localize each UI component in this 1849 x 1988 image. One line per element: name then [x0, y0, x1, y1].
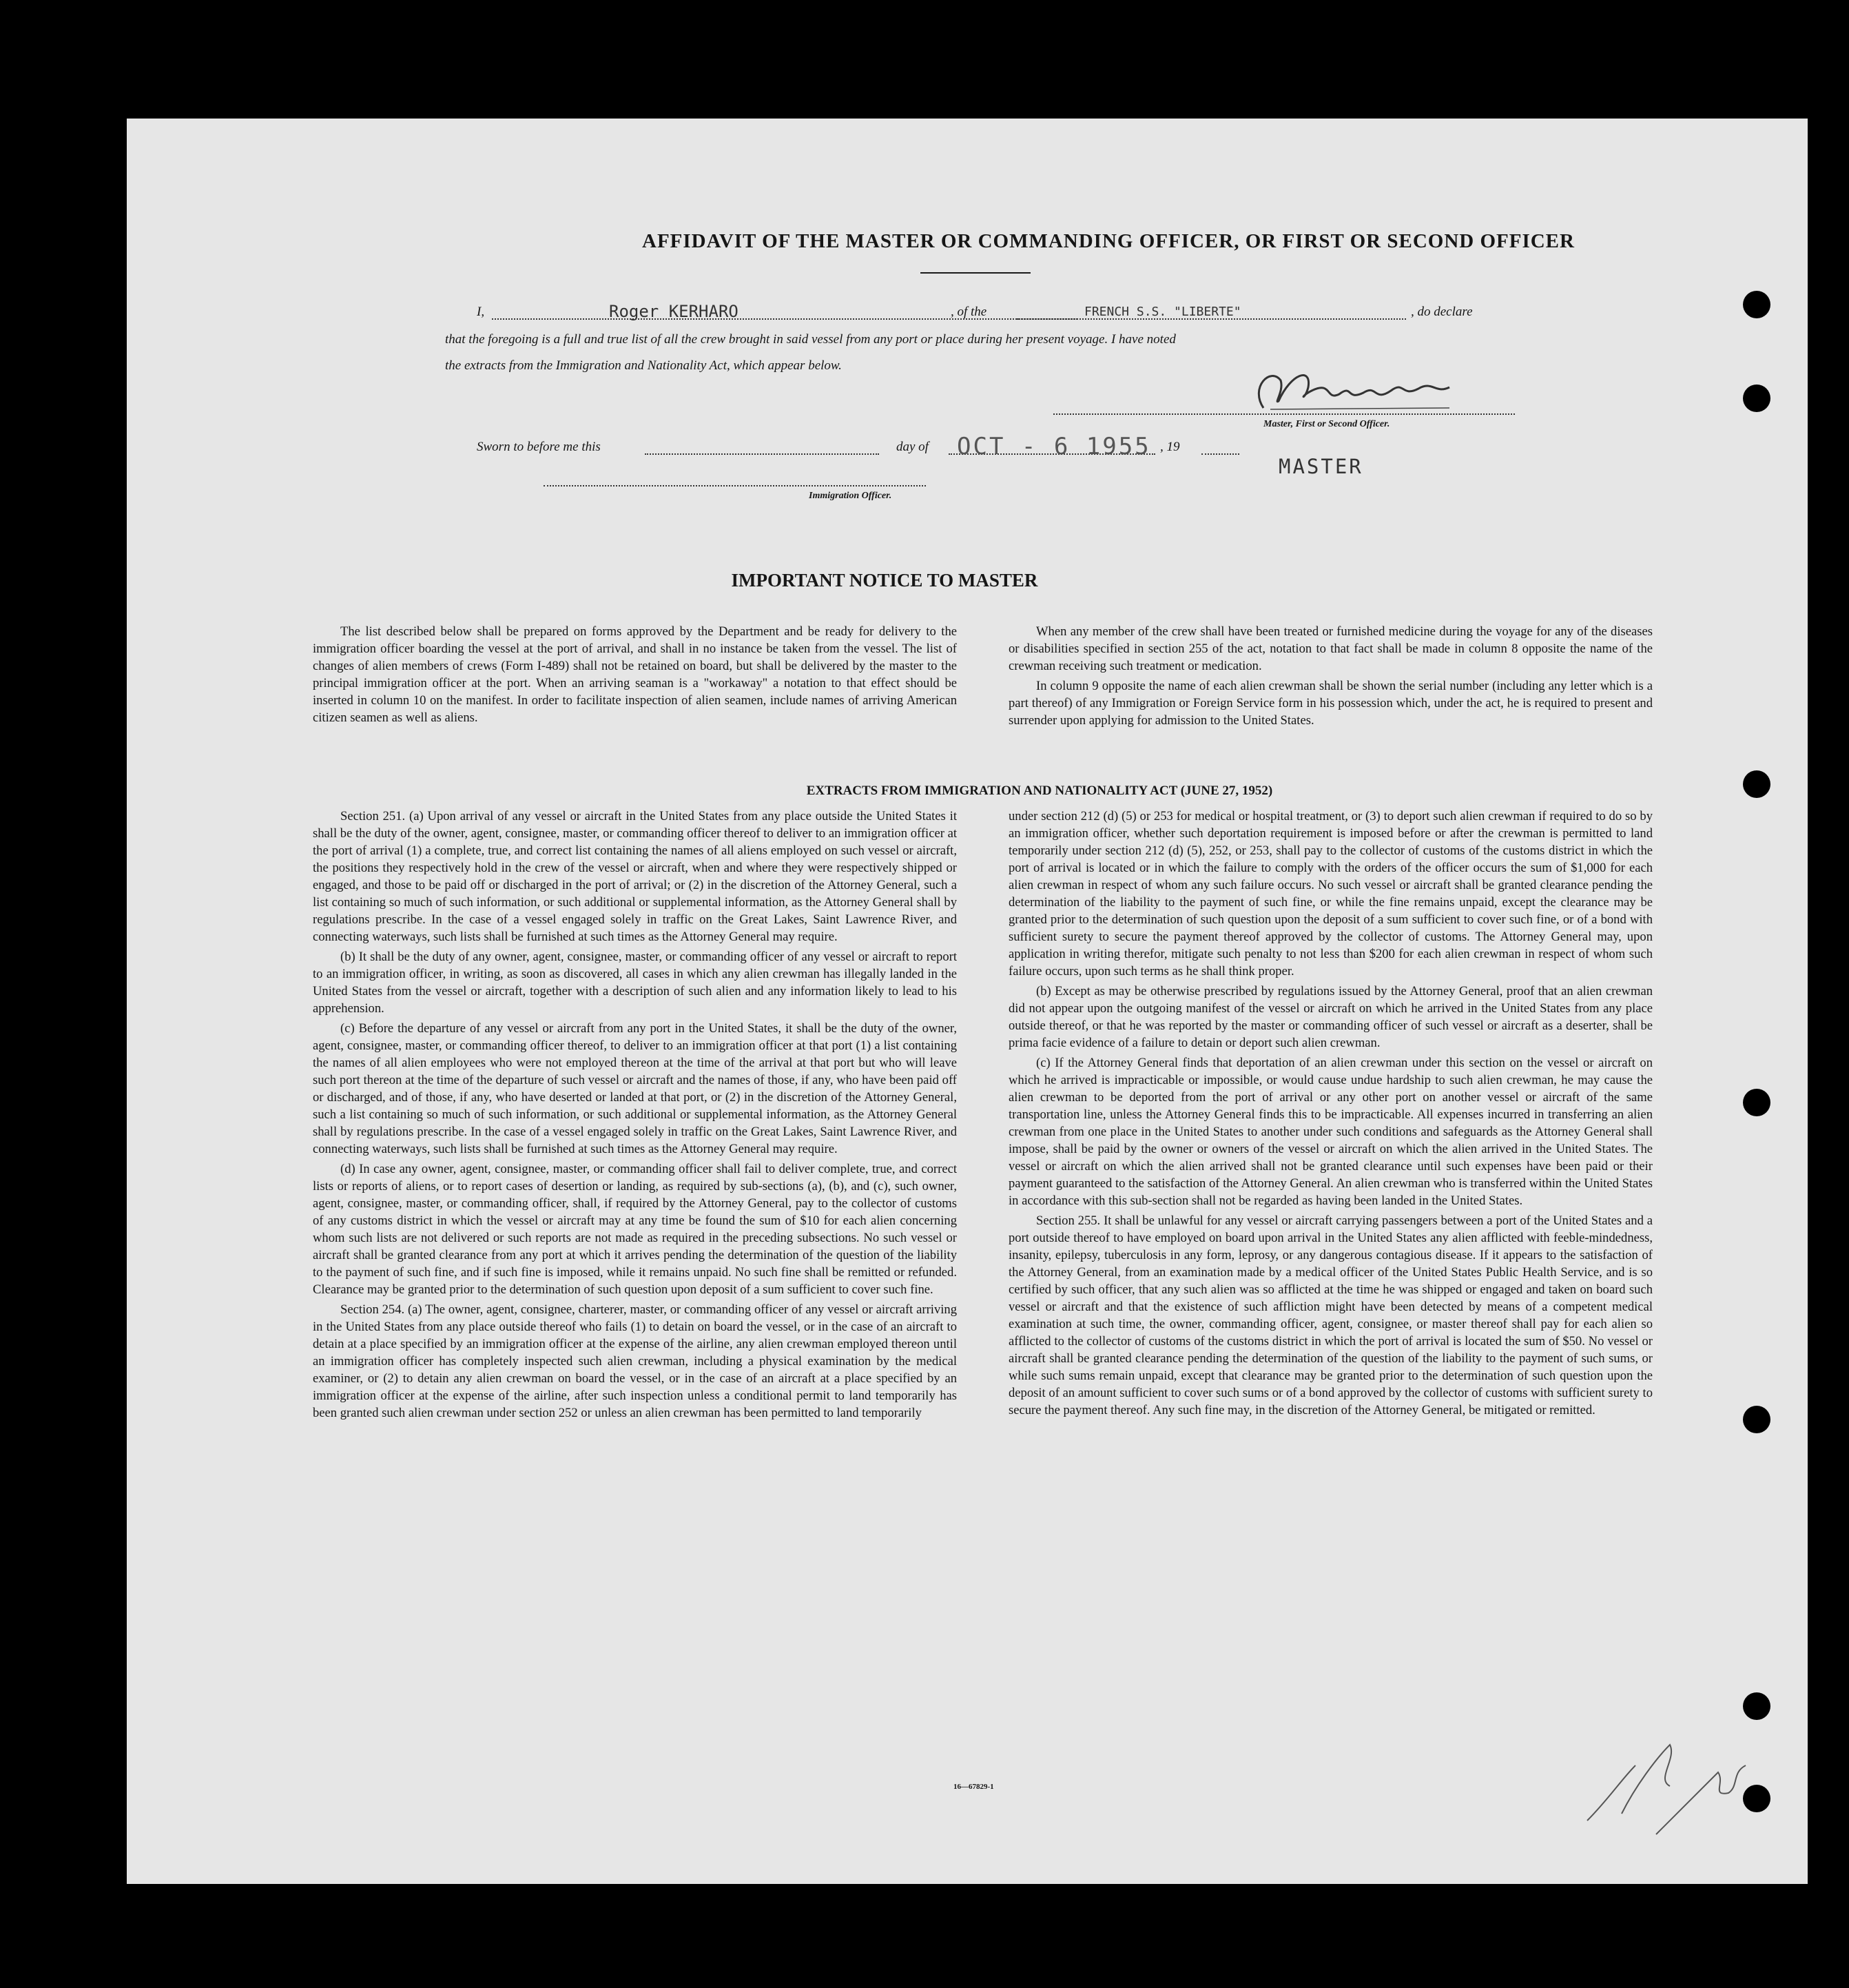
punch-hole: [1743, 1785, 1770, 1812]
punch-hole: [1743, 1692, 1770, 1720]
section-254-a-continued: under section 212 (d) (5) or 253 for medical or hospital treatment, or (3) to deport such alien crewman if required to do so by an immigration officer, whether such deportation requirement is imposed before or after the crewman is permitted to land temporarily under section 212 (d) (5), 252, or 253, shall pay to the collector of customs of the customs district in which the port of arrival is located or in which the failure to comply with the orders of the officer occurs the sum of $1,000 for each alien crewman in respect of whom any such failure occurs. No such vessel or aircraft shall be granted clearance pending the determination of the liability to the payment of such fine, or while the fine remains unpaid, except the clearance may be granted prior to the determination of such question upon the deposit of a sum sufficient to cover such fine, or of a bond with sufficient surety to secure the payment thereof approved by the collector of customs. The Attorney General may, upon application in writing therefor, mitigate such penalty to not less than $200 for each alien crewman in respect of whom such failure occurs, upon such terms as he shall think proper.: [1009, 809, 1653, 978]
i-label: I,: [477, 305, 485, 319]
notice-left-paragraph: The list described below shall be prepared on forms approved by the Department and be ready for delivery to the immigration officer boarding the vessel at the port of arrival, and shall in no instance be taken from the vessel. The list of changes of alien members of crews (Form I-489) shall not be retained on board, but shall be delivered by the master to the principal immigration officer at the port. When an arriving seaman is a "workaway" a notation to that effect should be inserted in column 10 on the manifest. In order to facilitate inspection of alien seamen, include names of arriving American citizen seamen as well as aliens.: [313, 624, 957, 725]
extracts-right-column: [1009, 808, 1653, 1419]
immigration-officer-line: [544, 485, 926, 486]
notice-left-column: [313, 623, 957, 726]
affidavit-title: AFFIDAVIT OF THE MASTER OR COMMANDING OFFICER, OR FIRST OR SECOND OFFICER: [642, 230, 1575, 252]
notice-right-paragraph: In column 9 opposite the name of each alien crewman shall be shown the serial number (including any letter which is a part thereof) of any Immigration or Foreign Service form in his possession which, under the act, he is required to present and surrender upon applying for admission to the United States.: [1009, 679, 1653, 728]
day-of-label: day of: [896, 440, 929, 454]
punch-hole: [1743, 385, 1770, 412]
do-declare: , do declare: [1411, 305, 1473, 319]
section-254-c: (c) If the Attorney General finds that deportation of an alien crewman under this section on the vessel or aircraft on which he arrived is impracticable or impossible, or would cause undue hardship to such alien crewman, he may cause the alien crewman to be deported from the port of arrival or any other port on another vessel or aircraft of the same transportation line, unless the Attorney General finds this to be impracticable. All expenses incurred in transferring an alien crewman from one place in the United States to another under such conditions and safeguards as the Attorney General shall impose, shall be paid by the owner or owners of the vessel or aircraft on which the alien arrived in the United States. The vessel or aircraft on which the alien arrived shall not be granted clearance until such expenses have been paid or their payment guaranteed to the satisfaction of the Attorney General. An alien crewman who is transferred within the United States in accordance with this sub-section shall not be regarded as having been landed in the United States.: [1009, 1056, 1653, 1208]
section-251-c: (c) Before the departure of any vessel or aircraft from any port in the United States, it shall be the duty of the owner, agent, consignee, master, or commanding officer thereof, to deliver to an immigration officer at that port (1) a list containing the names of all alien employees who were not employed thereon at the time of the arrival at that port but who will leave such port thereon at the time of the departure of such vessel or aircraft and the names of those, if any, who have been paid off or discharged, and of those, if any, who have deserted or landed at that port, or (2) in the discretion of the Attorney General, such a list containing so much of such information, or such additional or supplemental information, as the Attorney General shall by regulations prescribe. In the case of a vessel engaged solely in traffic on the Great Lakes, Saint Lawrence River, and connecting waterways, such lists shall be furnished at such times as the Attorney General may require.: [313, 1021, 957, 1156]
signature-caption: Master, First or Second Officer.: [1263, 419, 1390, 429]
sworn-day-line: [645, 453, 879, 455]
extracts-left-column: [313, 808, 957, 1422]
notice-title: IMPORTANT NOTICE TO MASTER: [731, 570, 1038, 591]
section-251-d: (d) In case any owner, agent, consignee, master, or commanding officer shall fail to deliver complete, true, and correct lists or reports of aliens, or to report cases of desertion or landing, as required by sub-sections (a), (b), and (c), such owner, agent, consignee, master, or commanding officer, shall, if required by the Attorney General, pay to the collector of customs of any customs district in which the vessel or aircraft may at any time be found the sum of $10 for each alien concerning whom such lists are not delivered or such reports are not made as required in the preceding subsections. No such vessel or aircraft shall be granted clearance from any port at which it arrives pending the determination of the question of the liability to the payment of such fine, and if such fine is imposed, while it remains unpaid. No such fine shall be remitted or refunded. Clearance may be granted prior to the determination of such question upon deposit of a sum sufficient to cover such fine.: [313, 1162, 957, 1297]
section-251-a: Section 251. (a) Upon arrival of any vessel or aircraft in the United States from any place outside the United States it shall be the duty of the owner, agent, consignee, master, or commanding officer thereof to deliver to an immigration officer at the port of arrival (1) a complete, true, and correct list containing the names of all aliens employed on such vessel or aircraft, the positions they respectively hold in the crew of the vessel or aircraft, when and where they were respectively shipped or engaged, and those to be paid off or discharged in the port of arrival; or (2) in the discretion of the Attorney General, such a list containing so much of such information, or such additional or supplemental information, as the Attorney General shall by regulations prescribe. In the case of a vessel engaged solely in traffic on the Great Lakes, Saint Lawrence River, and connecting waterways, such lists shall be furnished at such times as the Attorney General may require.: [313, 809, 957, 944]
punch-hole: [1743, 1406, 1770, 1433]
sworn-date-stamp: OCT - 6 1955: [957, 433, 1151, 460]
master-signature: [1243, 360, 1463, 422]
affidavit-line-2: that the foregoing is a full and true list of all the crew brought in said vessel from any port or place during her present voyage. I have noted: [445, 332, 1176, 347]
officer-name: Roger KERHARO: [609, 302, 738, 321]
vessel-name: FRENCH S.S. "LIBERTE": [1084, 305, 1241, 319]
sworn-label: Sworn to before me this: [477, 440, 601, 454]
year-line: [1201, 453, 1239, 455]
immigration-officer-caption: Immigration Officer.: [809, 491, 892, 501]
section-251-b: (b) It shall be the duty of any owner, agent, consignee, master, or commanding officer of any vessel or aircraft to report to an immigration officer, in writing, as soon as discovered, all cases in which any alien crewman has illegally landed in the United States from the vessel or aircraft, together with a description of such alien and any information likely to lead to his apprehension.: [313, 950, 957, 1016]
notice-right-paragraph: When any member of the crew shall have been treated or furnished medicine during the voyage for any of the diseases or disabilities specified in section 255 of the act, notation to that fact shall be made in column 8 opposite the name of the crewman receiving such treatment or medication.: [1009, 624, 1653, 673]
extracts-title: EXTRACTS FROM IMMIGRATION AND NATIONALITY ACT (JUNE 27, 1952): [806, 783, 1273, 798]
punch-hole: [1743, 291, 1770, 318]
section-255: Section 255. It shall be unlawful for any vessel or aircraft carrying passengers between a port of the United States and a port outside thereof to have employed on board upon arrival in the United States any alien afflicted with feeble-mindedness, insanity, epilepsy, tuberculosis in any form, leprosy, or any dangerous contagious disease. If it appears to the satisfaction of the Attorney General, from an examination made by a medical officer of the United States Public Health Service, and is so certified by such officer, that any such alien was so afflicted at the time he was shipped or engaged and taken on board such vessel or aircraft and that the existence of such affliction might have been detected by means of a competent medical examination at such time, the owner, commanding officer, agent, consignee, or master thereof shall pay for each alien so afflicted to the collector of customs of the customs district in which the port of arrival is located the sum of $50. No vessel or aircraft shall be granted clearance pending the determination of the question of the liability to the payment of such sums, or while such sums remain unpaid, except that clearance may be granted prior to the determination of such question upon the deposit of an amount sufficient to cover such sums or of a bond approved by the collector of customs with sufficient surety to secure the payment thereof. Any such fine may, in the discretion of the Attorney General, be mitigated or remitted.: [1009, 1213, 1653, 1417]
form-number: 16—67829-1: [953, 1783, 994, 1791]
name-line: [492, 318, 1077, 320]
affidavit-line-3: the extracts from the Immigration and Nationality Act, which appear below.: [445, 358, 842, 373]
punch-hole: [1743, 1089, 1770, 1116]
margin-handwriting: [1580, 1717, 1753, 1855]
punch-hole: [1743, 770, 1770, 798]
of-the-label: , of the: [951, 305, 987, 319]
document-page: [127, 119, 1808, 1884]
rank-stamp: MASTER: [1279, 455, 1363, 478]
section-254-a: Section 254. (a) The owner, agent, consignee, charterer, master, or commanding officer of any vessel or aircraft arriving in the United States from any place outside thereof who fails (1) to detain on board the vessel, or in the case of an aircraft to detain at a place specified by an immigration officer at the expense of the airline, any alien crewman employed thereon until an immigration officer has completely inspected such alien crewman, including a physical examination by the medical examiner, or (2) to detain any alien crewman on board the vessel, or in the case of an aircraft at a place specified by an immigration officer at the expense of the airline, after such inspection unless a conditional permit to land temporarily has been granted such alien crewman under section 252 or unless an alien crewman has been permitted to land temporarily: [313, 1302, 957, 1420]
signature-line: [1053, 413, 1515, 415]
section-254-b: (b) Except as may be otherwise prescribed by regulations issued by the Attorney General, proof that an alien crewman did not appear upon the outgoing manifest of the vessel or aircraft on which he arrived in the United States from any place outside thereof, or that he was reported by the master or commanding officer of such vessel or aircraft as a deserter, shall be prima facie evidence of a failure to detain or deport such alien crewman.: [1009, 984, 1653, 1050]
year-label: , 19: [1160, 440, 1180, 454]
notice-right-column: [1009, 623, 1653, 729]
title-underline: [920, 272, 1031, 274]
